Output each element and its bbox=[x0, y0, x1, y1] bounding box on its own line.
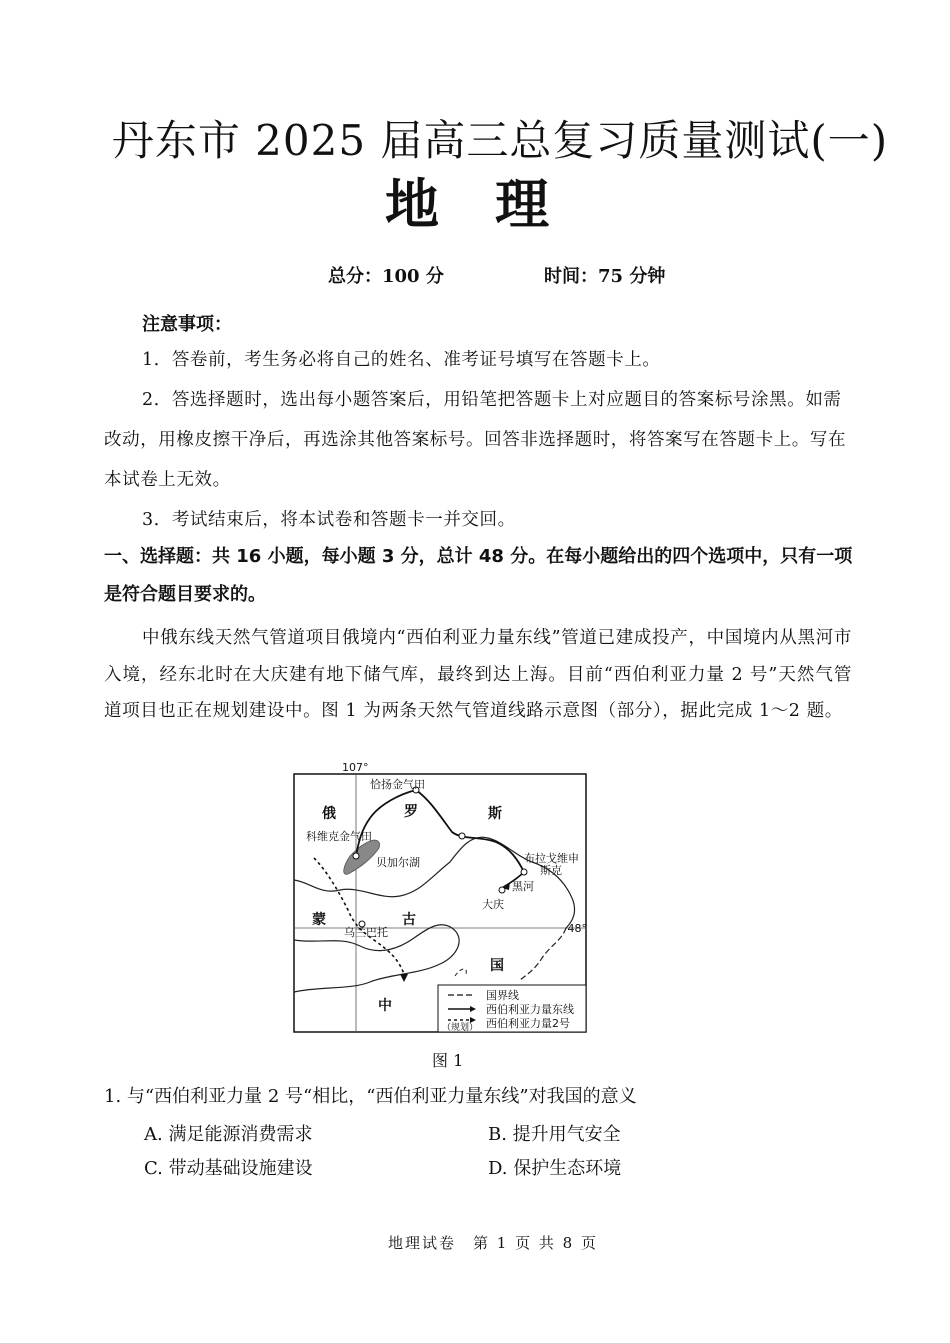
notice-item-2: 2．答选择题时，选出每小题答案后，用铅笔把答题卡上对应题目的答案标号涂黑。如需改动，用橡皮擦干净后，再选涂其他答案标号。回答非选择题时，将答案写在答题卡上。写在本试卷上无效。 bbox=[104, 390, 847, 490]
question-stem: 中俄东线天然气管道项目俄境内“西伯利亚力量东线”管道已建成投产，中国境内从黑河市入境，经东北时在大庆建有地下储气库，最终到达上海。目前“西伯利亚力量 2 号”天然气管道项目也正在规划建设中。图 1 为两条天然气管道线路示意图（部分），据此完成 1～2 题。 bbox=[104, 628, 852, 721]
exam-title: 丹东市 2025 届高三总复习质量测试(一) bbox=[111, 116, 889, 165]
option-c: C. 带动基础设施建设 bbox=[144, 1158, 313, 1179]
page-footer: 地理试卷 第 1 页 共 8 页 bbox=[388, 1234, 598, 1252]
legend-planned: （规划） bbox=[442, 1023, 479, 1033]
label-chayanda: 恰扬金气田 bbox=[370, 778, 425, 791]
label-ulaanbaatar: 乌兰巴托 bbox=[344, 926, 388, 939]
option-b: B. 提升用气安全 bbox=[488, 1124, 621, 1145]
country-meng: 蒙 bbox=[312, 912, 326, 928]
country-luo: 罗 bbox=[404, 804, 418, 820]
heihe-marker bbox=[499, 887, 505, 893]
section-heading: 一、选择题：共 16 小题，每小题 3 分，总计 48 分。在每小题给出的四个选项中，只有一项是符合题目要求的。 bbox=[104, 546, 853, 605]
notice-heading: 注意事项： bbox=[142, 314, 232, 335]
lon-label: 107° bbox=[342, 761, 369, 774]
option-d: D. 保护生态环境 bbox=[488, 1158, 622, 1179]
notice-item-3: 3．考试结束后，将本试卷和答题卡一并交回。 bbox=[142, 510, 516, 530]
lat-label: 48° bbox=[567, 922, 587, 935]
option-a: A. 满足能源消费需求 bbox=[144, 1124, 313, 1145]
legend-east-line: 西伯利亚力量东线 bbox=[486, 1003, 574, 1016]
label-heihe: 黑河 bbox=[512, 880, 534, 893]
label-blago-1: 布拉戈维申 bbox=[524, 852, 579, 865]
country-e: 俄 bbox=[322, 806, 336, 822]
node-marker bbox=[459, 833, 465, 839]
country-zhong: 中 bbox=[378, 998, 392, 1014]
pipeline-map bbox=[290, 760, 590, 1036]
figure-caption: 图 1 bbox=[432, 1051, 464, 1070]
kovykta-marker bbox=[353, 853, 359, 859]
legend-line2: 西伯利亚力量2号 bbox=[486, 1017, 570, 1030]
label-daqing: 大庆 bbox=[482, 898, 504, 911]
total-score: 总分：100 分 bbox=[328, 266, 444, 287]
label-blago-2: 斯克 bbox=[540, 864, 562, 877]
label-baikal: 贝加尔湖 bbox=[376, 856, 420, 869]
legend-border: 国界线 bbox=[486, 989, 519, 1002]
question-1-text: 1. 与“西伯利亚力量 2 号“相比，“西伯利亚力量东线”对我国的意义 bbox=[104, 1086, 637, 1107]
notice-item-1: 1．答卷前，考生务必将自己的姓名、准考证号填写在答题卡上。 bbox=[142, 350, 661, 370]
subject-title: 地理 bbox=[385, 172, 605, 236]
country-gu: 古 bbox=[402, 912, 416, 928]
label-kovykta: 科维克金气田 bbox=[306, 830, 372, 843]
country-guo: 国 bbox=[490, 958, 504, 974]
exam-time: 时间：75 分钟 bbox=[544, 266, 666, 287]
country-si: 斯 bbox=[488, 806, 502, 822]
blagoveshchensk-marker bbox=[521, 869, 527, 875]
